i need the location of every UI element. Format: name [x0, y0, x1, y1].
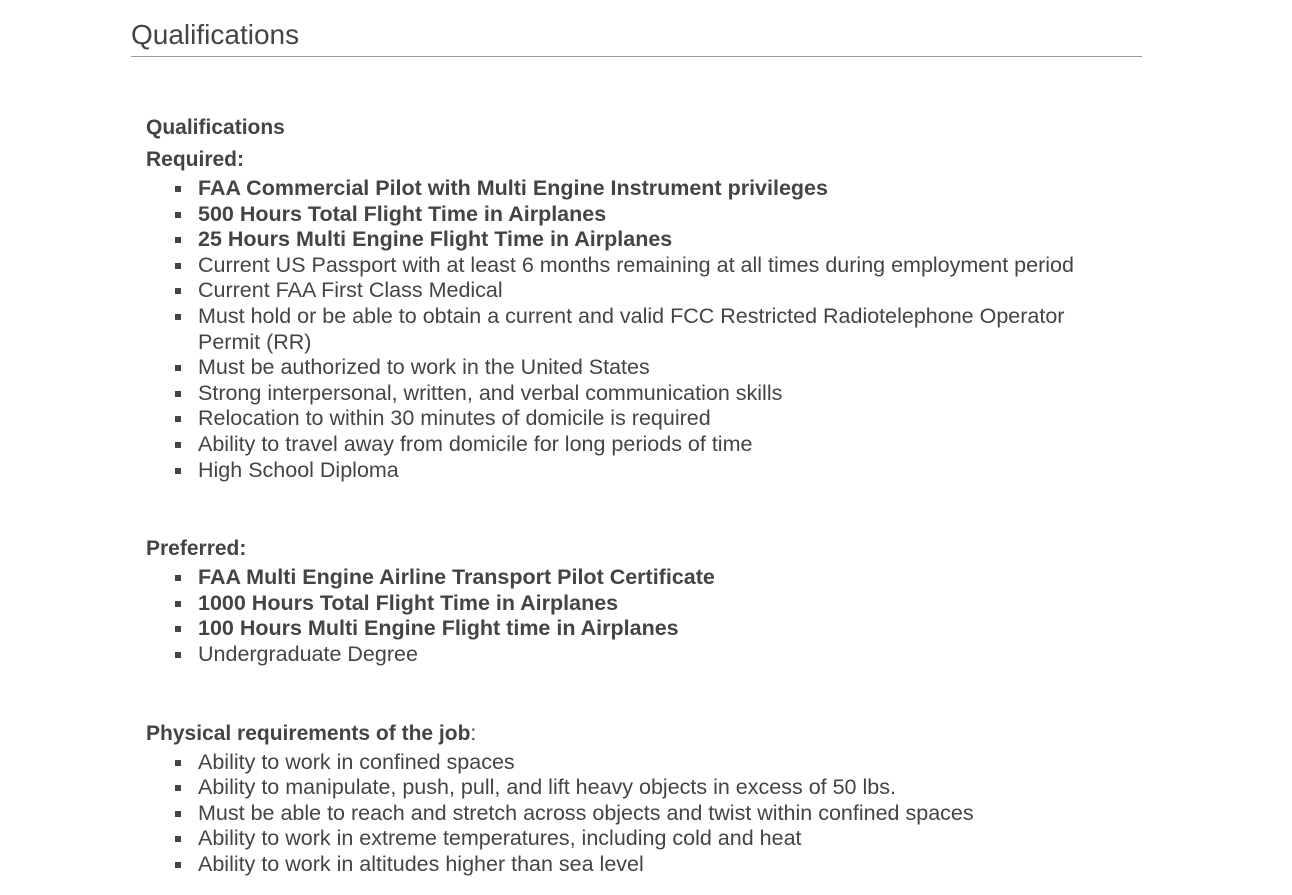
list-item: FAA Multi Engine Airline Transport Pilot Certificate: [198, 565, 1121, 591]
required-list: [146, 176, 1121, 483]
list-item: Current FAA First Class Medical: [198, 278, 1121, 304]
list-item: Ability to work in altitudes higher than sea level: [198, 852, 1121, 878]
list-item: Undergraduate Degree: [198, 642, 1121, 668]
required-heading: Required:: [146, 148, 245, 171]
qualifications-content: [131, 57, 1121, 877]
spacer: [146, 668, 1121, 718]
physical-heading: [146, 718, 1121, 750]
spacer: [146, 483, 1121, 533]
list-item: 100 Hours Multi Engine Flight time in Airplanes: [198, 616, 1121, 642]
list-item: High School Diploma: [198, 458, 1121, 484]
intro-heading: Qualifications: [146, 116, 285, 139]
list-item: Ability to work in extreme temperatures, including cold and heat: [198, 826, 1121, 852]
list-item: Must be authorized to work in the United States: [198, 355, 1121, 381]
preferred-heading: Preferred:: [146, 537, 247, 561]
list-item: FAA Commercial Pilot with Multi Engine Instrument privileges: [198, 176, 1121, 202]
list-item: Ability to travel away from domicile for long periods of time: [198, 432, 1121, 458]
list-item: Current US Passport with at least 6 months remaining at all times during employment period: [198, 253, 1121, 279]
list-item: Must be able to reach and stretch across objects and twist within confined spaces: [198, 801, 1121, 827]
qualifications-page: [131, 0, 1142, 877]
list-item: 25 Hours Multi Engine Flight Time in Airplanes: [198, 227, 1121, 253]
list-item: Relocation to within 30 minutes of domicile is required: [198, 406, 1121, 432]
list-item: 1000 Hours Total Flight Time in Airplanes: [198, 591, 1121, 617]
list-item: Must hold or be able to obtain a current and valid FCC Restricted Radiotelephone Operator Permit (RR): [198, 304, 1121, 355]
physical-heading-colon: :: [470, 721, 477, 745]
physical-heading-text: Physical requirements of the job: [146, 721, 471, 745]
physical-list: [146, 750, 1121, 878]
section-title: Qualifications: [131, 0, 1142, 57]
list-item: Ability to manipulate, push, pull, and lift heavy objects in excess of 50 lbs.: [198, 775, 1121, 801]
list-item: Strong interpersonal, written, and verbal communication skills: [198, 381, 1121, 407]
list-item: Ability to work in confined spaces: [198, 750, 1121, 776]
preferred-list: [146, 565, 1121, 667]
list-item: 500 Hours Total Flight Time in Airplanes: [198, 202, 1121, 228]
